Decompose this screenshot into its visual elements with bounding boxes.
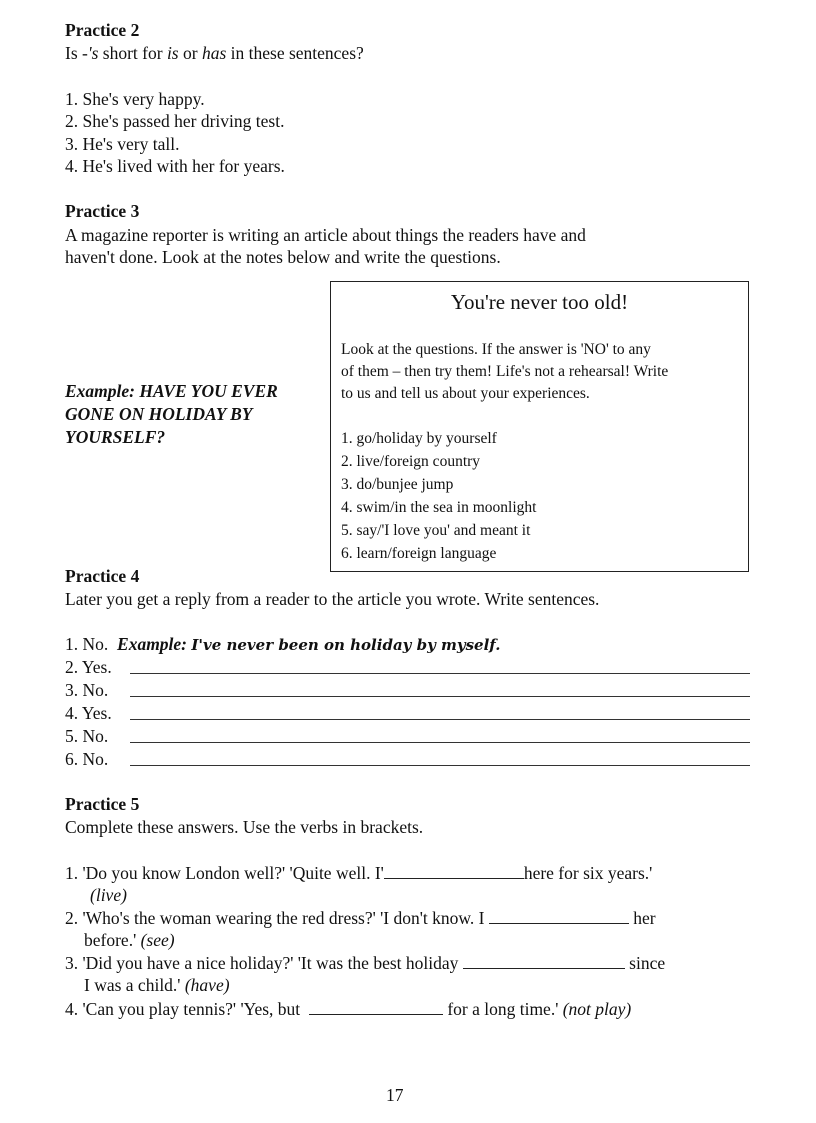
box-item: 6. learn/foreign language	[341, 545, 497, 562]
instr-text: short for	[98, 43, 167, 63]
example-line: Example: HAVE YOU EVER	[65, 381, 278, 401]
instr-text: has	[201, 43, 227, 63]
box-item: 5. say/'I love you' and meant it	[341, 522, 531, 539]
verb-hint: (have)	[184, 975, 230, 995]
practice-2-instructions	[65, 42, 364, 64]
list-item: 1. She's very happy.	[65, 89, 205, 109]
question-text: here for six years.'	[523, 863, 653, 883]
verb-hint: (live)	[90, 885, 127, 905]
question-text: for a long time.'	[447, 999, 559, 1019]
practice-3-text: haven't done. Look at the notes below and write the questions.	[65, 247, 501, 267]
example-answer: I've never been on holiday by myself.	[191, 636, 501, 654]
list-item: 3. He's very tall.	[65, 134, 180, 154]
answer-line[interactable]	[130, 742, 750, 743]
practice-3-title: Practice 3	[65, 201, 140, 221]
answer-item	[65, 633, 500, 656]
practice-4-instructions: Later you get a reply from a reader to the article you wrote. Write sentences.	[65, 589, 600, 609]
item-label: 2. Yes.	[65, 657, 112, 677]
item-label: 4. Yes.	[65, 703, 112, 723]
item-label: 5. No.	[65, 726, 109, 746]
question-4	[65, 998, 631, 1020]
item-label: 3. No.	[65, 680, 109, 700]
question-text: before.'	[84, 930, 137, 950]
answer-line[interactable]	[130, 696, 750, 697]
instr-text: in these sentences?	[226, 43, 364, 63]
question-1	[65, 862, 652, 884]
verb-hint: (not play)	[562, 999, 632, 1019]
box-text: Look at the questions. If the answer is 'NO' to any	[341, 341, 651, 358]
box-item: 3. do/bunjee jump	[341, 476, 454, 493]
example-label: Example:	[117, 634, 188, 654]
practice-2-title: Practice 2	[65, 20, 140, 40]
question-text: since	[629, 953, 666, 973]
instr-text: Is	[65, 43, 83, 63]
question-text: her	[633, 908, 656, 928]
example-line: GONE ON HOLIDAY BY	[65, 404, 253, 424]
instr-text: -'s	[82, 43, 99, 63]
answer-blank[interactable]	[489, 908, 629, 924]
instr-text: or	[178, 43, 202, 63]
box-item: 1. go/holiday by yourself	[341, 430, 497, 447]
question-text: I was a child.'	[84, 975, 181, 995]
answer-blank[interactable]	[463, 953, 625, 969]
question-3-cont	[84, 974, 230, 996]
question-text: 4. 'Can you play tennis?' 'Yes, but	[65, 999, 301, 1019]
answer-blank[interactable]	[309, 999, 443, 1015]
instr-text: is	[166, 43, 179, 63]
practice-5-title: Practice 5	[65, 794, 140, 814]
question-2-cont	[84, 929, 175, 951]
answer-line[interactable]	[130, 765, 750, 766]
answer-line[interactable]	[130, 719, 750, 720]
item-label: 6. No.	[65, 749, 109, 769]
box-item: 2. live/foreign country	[341, 453, 481, 470]
box-text: to us and tell us about your experiences.	[341, 385, 590, 402]
practice-3-text: A magazine reporter is writing an article about things the readers have and	[65, 225, 586, 245]
page-number: 17	[386, 1085, 404, 1105]
practice-5-instructions: Complete these answers. Use the verbs in brackets.	[65, 817, 424, 837]
list-item: 4. He's lived with her for years.	[65, 156, 285, 176]
question-text: 1. 'Do you know London well?' 'Quite well. I'	[65, 863, 384, 883]
notes-box	[330, 281, 749, 572]
example-line: YOURSELF?	[65, 427, 166, 447]
box-item: 4. swim/in the sea in moonlight	[341, 499, 537, 516]
verb-hint: (see)	[140, 930, 175, 950]
question-text: 2. 'Who's the woman wearing the red dress?' 'I don't know. I	[65, 908, 485, 928]
box-text: of them – then try them! Life's not a rehearsal! Write	[341, 363, 669, 380]
question-2	[65, 907, 656, 929]
practice-4-title: Practice 4	[65, 566, 140, 586]
list-item: 2. She's passed her driving test.	[65, 111, 285, 131]
question-text: 3. 'Did you have a nice holiday?' 'It was the best holiday	[65, 953, 459, 973]
item-label: 1. No.	[65, 634, 109, 654]
answer-line[interactable]	[130, 673, 750, 674]
question-3	[65, 952, 665, 974]
box-title: You're never too old!	[450, 290, 629, 314]
answer-blank[interactable]	[384, 863, 524, 879]
